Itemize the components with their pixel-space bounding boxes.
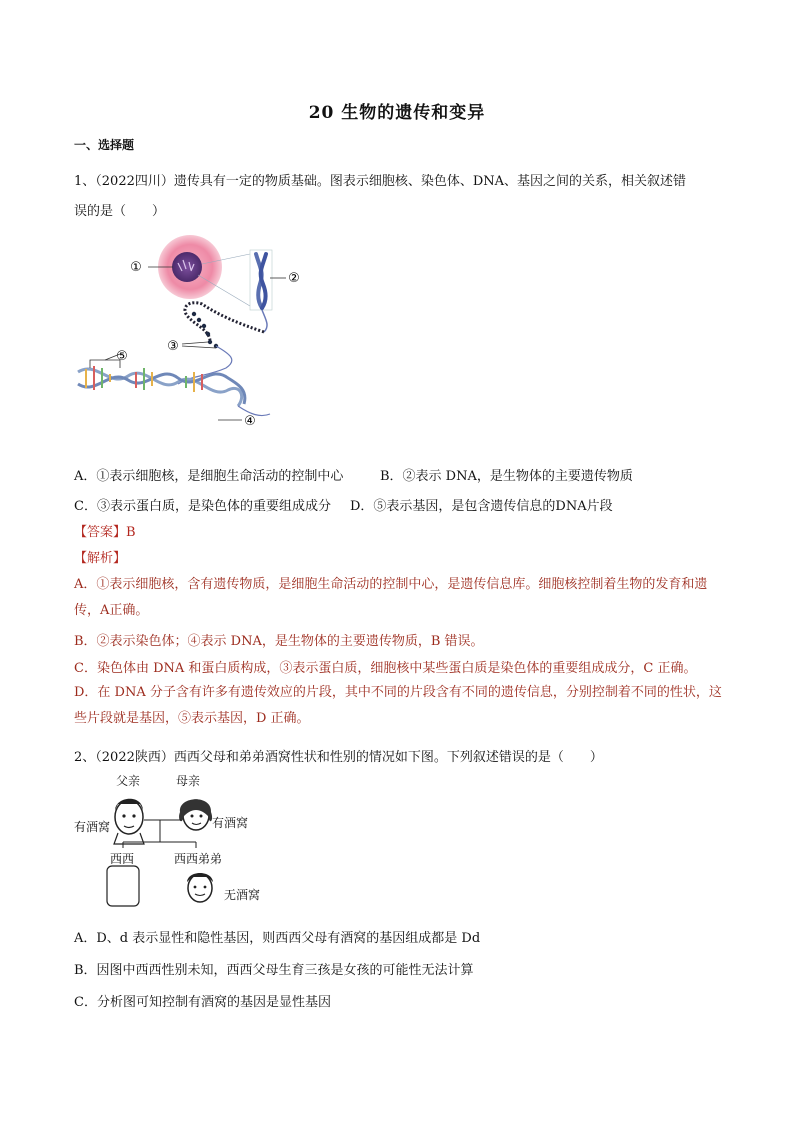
figure-marker-2: ②: [288, 271, 300, 286]
section-heading: 一、选择题: [74, 138, 135, 152]
q2-option-c: C．分析图可知控制有酒窝的基因是显性基因: [74, 995, 331, 1010]
q1-option-c: C．③表示蛋白质，是染色体的重要组成成分: [74, 499, 331, 514]
label-father: 父亲: [116, 774, 141, 788]
dna-helix-shape: [78, 366, 270, 416]
q2-stem: 2、（2022陕西）西西父母和弟弟酒窝性状和性别的情况如下图。下列叙述错误的是（ ）: [74, 750, 603, 765]
figure-marker-1: ①: [130, 260, 142, 275]
father-face-icon: [114, 799, 144, 844]
answer-value: B: [126, 525, 136, 540]
q2-option-b: B．因图中西西性别未知，西西父母生育三孩是女孩的可能性无法计算: [74, 963, 474, 978]
label-father-trait: 有酒窝: [74, 820, 111, 834]
q1-stem-line1: 1、（2022四川）遗传具有一定的物质基础。图表示细胞核、染色体、DNA、基因之间的关系，相关叙述错: [74, 174, 687, 189]
label-mother: 母亲: [176, 774, 201, 788]
label-brother-trait: 无酒窝: [224, 888, 261, 902]
q1-option-a: A．①表示细胞核，是细胞生命活动的控制中心: [74, 469, 344, 484]
answer-tag: 【答案】: [74, 525, 127, 540]
figure-marker-5: ⑤: [116, 349, 128, 364]
q1-analysis-c: C．染色体由 DNA 和蛋白质构成，③表示蛋白质，细胞核中某些蛋白质是染色体的重要组成成分，C 正确。: [74, 661, 697, 676]
q1-figure-cell-chromosome-dna: [70, 228, 310, 450]
mother-face-icon: [179, 799, 212, 830]
label-mother-trait: 有酒窝: [212, 816, 249, 830]
q1-option-b: B．②表示 DNA，是生物体的主要遗传物质: [380, 469, 633, 484]
q1-option-d: D．⑤表示基因，是包含遗传信息的DNA片段: [350, 499, 613, 514]
figure-marker-3: ③: [167, 339, 179, 354]
q1-analysis-d: D．在 DNA 分子含有许多有遗传效应的片段，其中不同的片段含有不同的遗传信息，分别控制着不同的性状，这些片段就是基因，⑤表示基因，D 正确。: [74, 685, 722, 726]
xixi-unknown-box: [107, 866, 139, 906]
q1-analysis-tag: 【解析】: [74, 551, 127, 566]
q2-pedigree-figure: [74, 770, 274, 915]
label-brother: 西西弟弟: [174, 852, 223, 866]
brother-face-icon: [187, 873, 213, 902]
page-title: 20 生物的遗传和变异: [308, 103, 486, 123]
q1-analysis-b: B．②表示染色体；④表示 DNA，是生物体的主要遗传物质，B 错误。: [74, 634, 484, 649]
figure-marker-4: ④: [244, 414, 256, 429]
q1-answer: [74, 521, 136, 540]
q1-analysis-a: A．①表示细胞核，含有遗传物质，是细胞生命活动的控制中心，是遗传信息库。细胞核控制着生物的发育和遗传，A正确。: [74, 577, 708, 618]
nucleus-shape: [172, 252, 202, 282]
label-xixi: 西西: [110, 852, 135, 866]
q2-option-a: A．D、d 表示显性和隐性基因，则西西父母有酒窝的基因组成都是 Dd: [74, 931, 481, 946]
q1-stem-line2: 误的是（ ）: [74, 204, 166, 219]
